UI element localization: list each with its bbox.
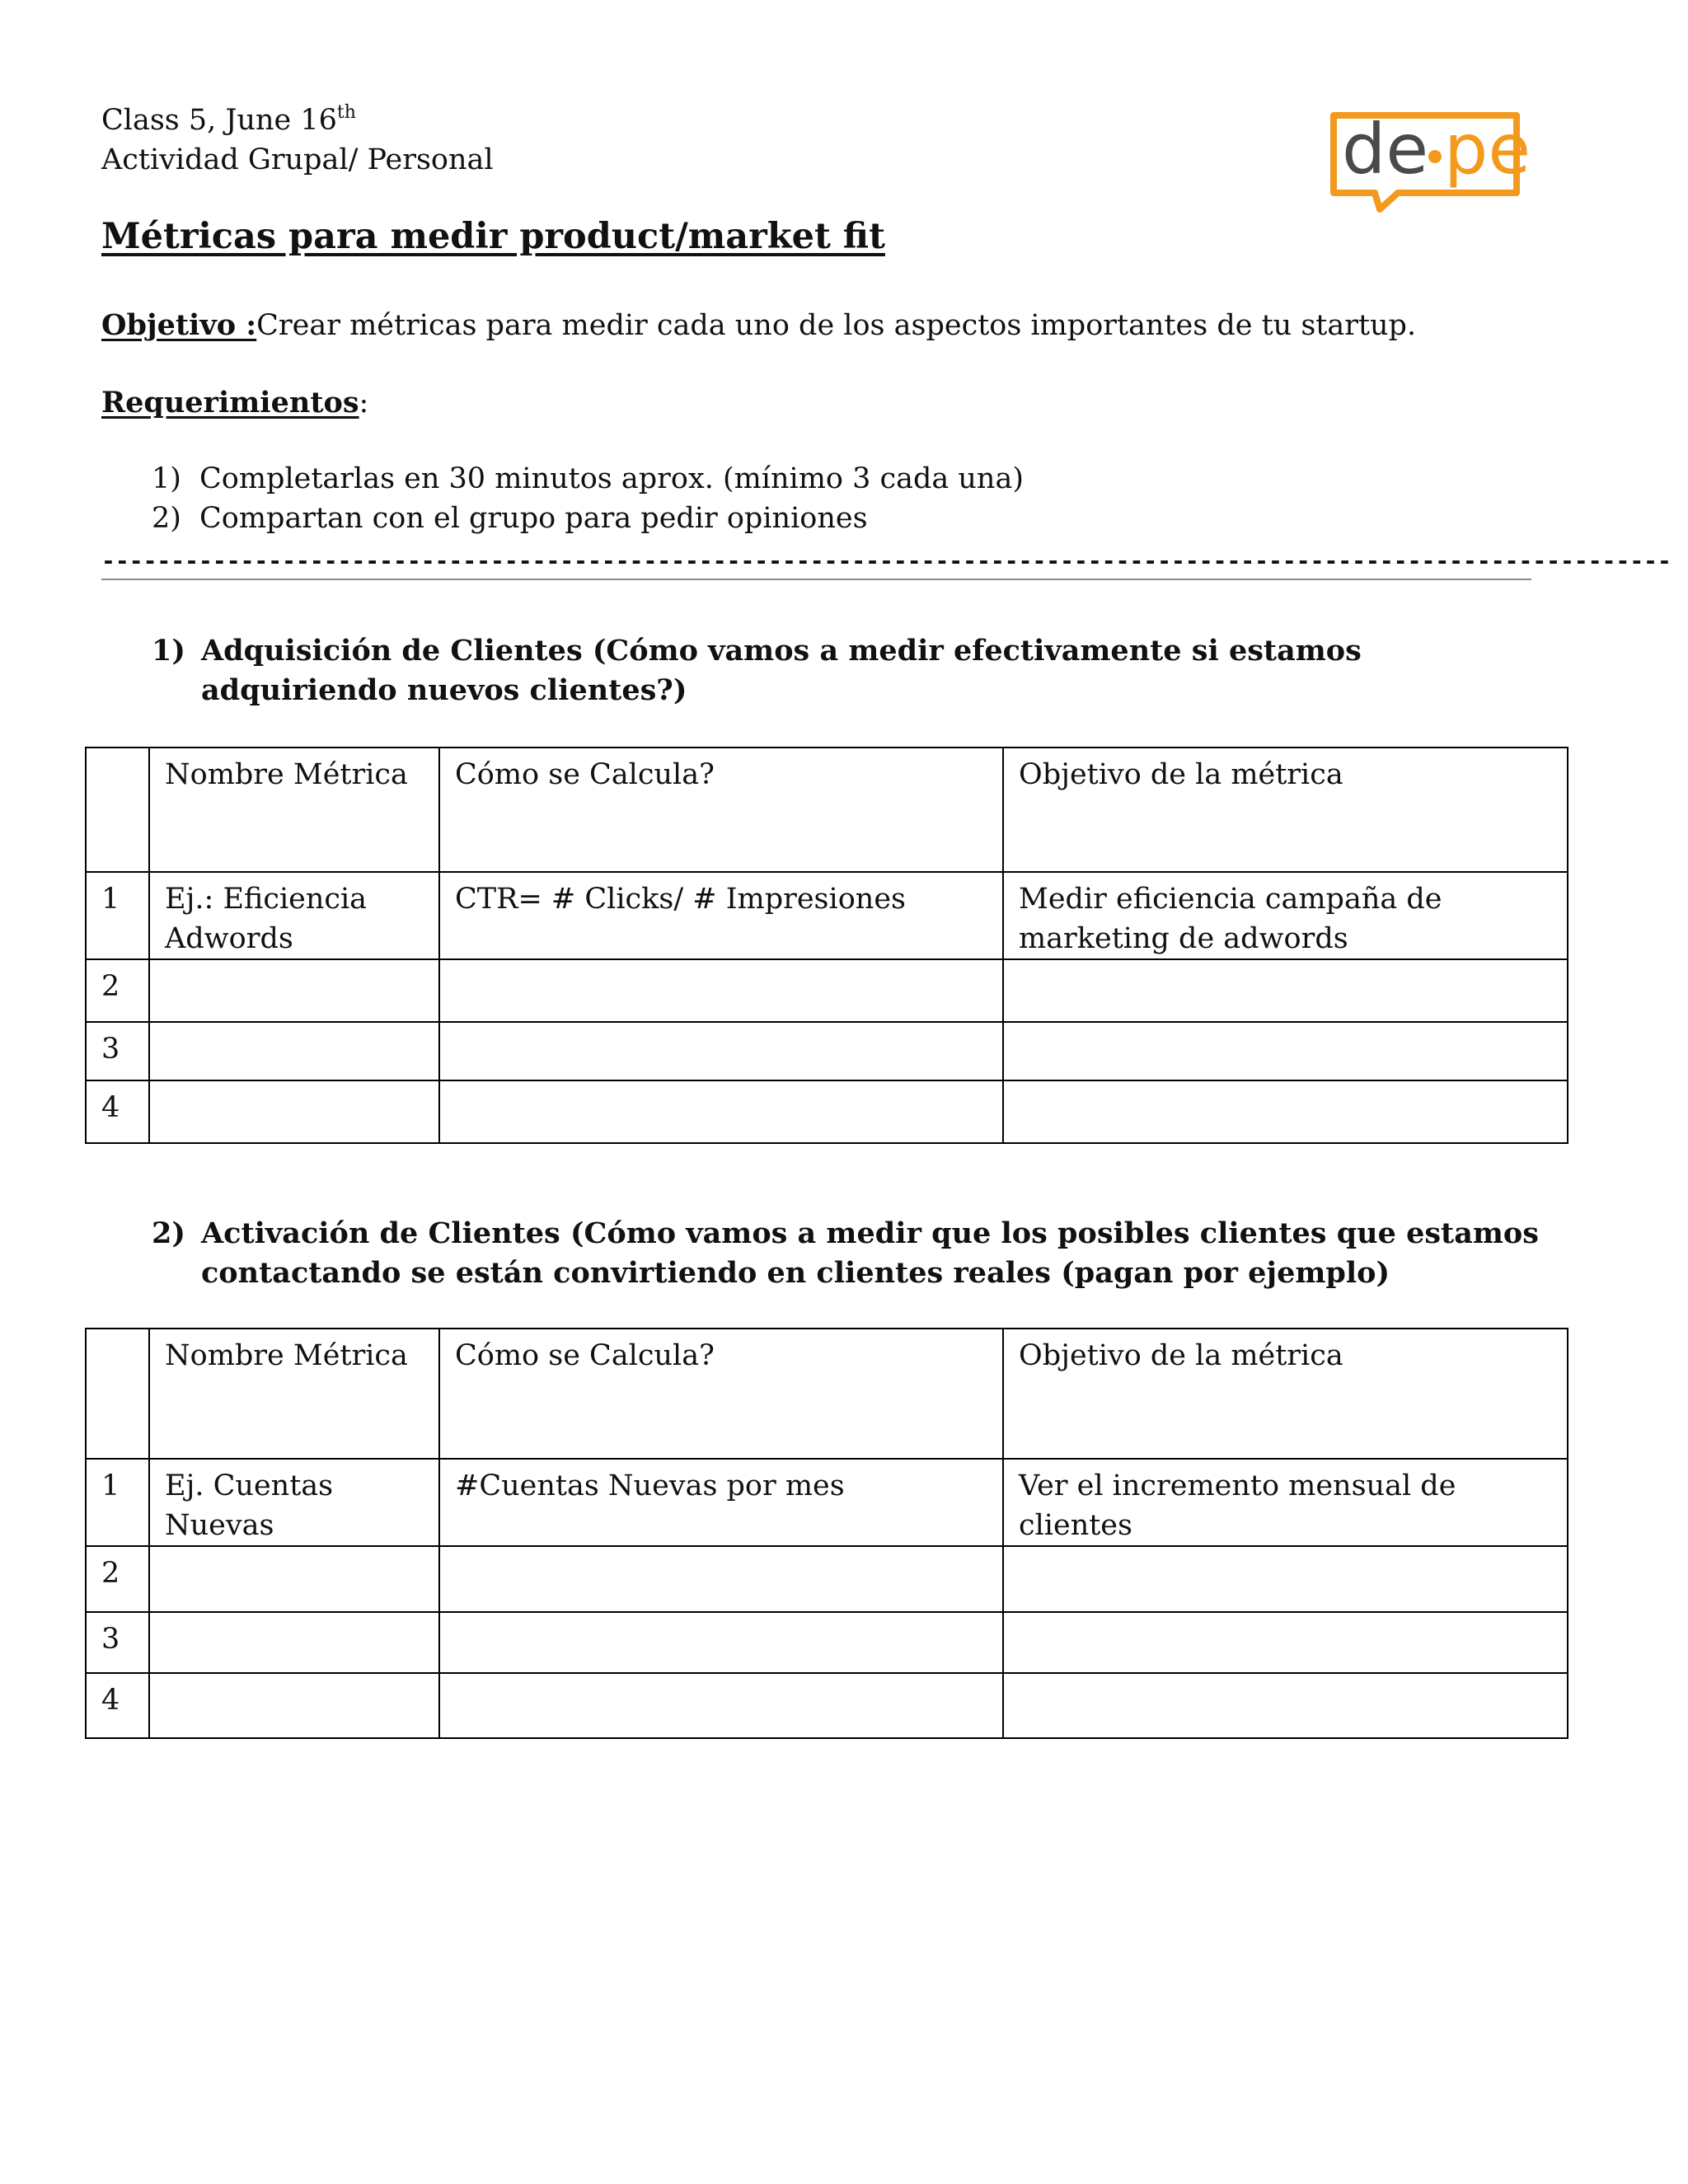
table-row bbox=[86, 959, 1568, 1022]
table-cell[interactable] bbox=[439, 1612, 1003, 1673]
header-cell bbox=[86, 748, 149, 872]
divider-rule bbox=[101, 579, 1531, 580]
requirements-colon: : bbox=[359, 387, 369, 419]
table-cell[interactable] bbox=[1003, 1612, 1568, 1673]
table-cell[interactable] bbox=[149, 1080, 439, 1143]
table-row bbox=[86, 1546, 1568, 1612]
section-2-heading bbox=[152, 1214, 1553, 1293]
table-row bbox=[86, 1612, 1568, 1673]
row-number: 1 bbox=[86, 1459, 149, 1546]
section-1-heading bbox=[152, 631, 1553, 710]
table-row bbox=[86, 1022, 1568, 1080]
dashed-divider: ----------------------------------------------------------------------------------------------------------------- bbox=[101, 547, 1672, 574]
table-cell[interactable] bbox=[439, 1673, 1003, 1738]
table-cell[interactable] bbox=[149, 959, 439, 1022]
objective-label: Objetivo : bbox=[101, 308, 257, 342]
table-row bbox=[86, 1673, 1568, 1738]
table-cell: Ej.: Eficiencia Adwords bbox=[149, 872, 439, 959]
row-number: 2 bbox=[86, 1546, 149, 1612]
header-cell: Objetivo de la métrica bbox=[1003, 748, 1568, 872]
table-cell: Medir eficiencia campaña de marketing de adwords bbox=[1003, 872, 1568, 959]
requirements-label: Requerimientos bbox=[101, 386, 359, 419]
row-number: 3 bbox=[86, 1612, 149, 1673]
logo-text-left: de bbox=[1342, 109, 1428, 190]
header-cell bbox=[86, 1329, 149, 1459]
header-cell: Cómo se Calcula? bbox=[439, 1329, 1003, 1459]
requirement-text: Completarlas en 30 minutos aprox. (mínimo 3 cada una) bbox=[199, 462, 1024, 495]
table-row bbox=[86, 1459, 1568, 1546]
header-cell: Cómo se Calcula? bbox=[439, 748, 1003, 872]
row-number: 2 bbox=[86, 959, 149, 1022]
header-cell: Objetivo de la métrica bbox=[1003, 1329, 1568, 1459]
table-cell[interactable] bbox=[439, 1546, 1003, 1612]
table-cell[interactable] bbox=[439, 1022, 1003, 1080]
table-cell[interactable] bbox=[149, 1546, 439, 1612]
table-cell: #Cuentas Nuevas por mes bbox=[439, 1459, 1003, 1546]
table-header-row bbox=[86, 1329, 1568, 1459]
table-cell[interactable] bbox=[1003, 1546, 1568, 1612]
table-header-row bbox=[86, 748, 1568, 872]
table-cell: Ver el incremento mensual de clientes bbox=[1003, 1459, 1568, 1546]
requirement-number: 2) bbox=[152, 502, 181, 535]
section-title: Adquisición de Clientes (Cómo vamos a medir efectivamente si estamos adquiriendo nuevos clientes?) bbox=[201, 634, 1362, 707]
logo-dot bbox=[1428, 150, 1442, 163]
section-number: 2) bbox=[152, 1216, 185, 1250]
class-date-text: Class 5, June 16 bbox=[101, 104, 337, 137]
table-cell[interactable] bbox=[439, 959, 1003, 1022]
table-cell[interactable] bbox=[1003, 1022, 1568, 1080]
row-number: 4 bbox=[86, 1080, 149, 1143]
header-cell: Nombre Métrica bbox=[149, 748, 439, 872]
class-date-line bbox=[101, 101, 356, 140]
activation-metrics-table bbox=[85, 1328, 1568, 1739]
section-number: 1) bbox=[152, 634, 185, 668]
table-cell: CTR= # Clicks/ # Impresiones bbox=[439, 872, 1003, 959]
row-number: 1 bbox=[86, 872, 149, 959]
table-cell[interactable] bbox=[149, 1673, 439, 1738]
table-cell[interactable] bbox=[1003, 1673, 1568, 1738]
activity-line: Actividad Grupal/ Personal bbox=[101, 143, 494, 176]
page-title: Métricas para medir product/market fit bbox=[101, 216, 885, 257]
requirement-number: 1) bbox=[152, 462, 181, 495]
table-cell[interactable] bbox=[1003, 959, 1568, 1022]
table-cell[interactable] bbox=[1003, 1080, 1568, 1143]
requirement-item bbox=[152, 502, 868, 535]
row-number: 3 bbox=[86, 1022, 149, 1080]
requirement-text: Compartan con el grupo para pedir opiniones bbox=[199, 502, 868, 535]
header-cell: Nombre Métrica bbox=[149, 1329, 439, 1459]
table-cell: Ej. Cuentas Nuevas bbox=[149, 1459, 439, 1546]
requirement-item bbox=[152, 462, 1024, 495]
objective bbox=[101, 308, 1416, 342]
acquisition-metrics-table bbox=[85, 747, 1568, 1144]
requirements-heading bbox=[101, 386, 368, 419]
table-cell[interactable] bbox=[149, 1612, 439, 1673]
depe-logo bbox=[1329, 101, 1531, 218]
logo-text-right: pe bbox=[1444, 109, 1531, 190]
row-number: 4 bbox=[86, 1673, 149, 1738]
section-title: Activación de Clientes (Cómo vamos a medir que los posibles clientes que estamos contactando se están convirtiendo en clientes reales (pagan por ejemplo) bbox=[201, 1216, 1539, 1290]
table-cell[interactable] bbox=[149, 1022, 439, 1080]
table-row bbox=[86, 1080, 1568, 1143]
table-cell[interactable] bbox=[439, 1080, 1003, 1143]
objective-text: Crear métricas para medir cada uno de los aspectos importantes de tu startup. bbox=[256, 309, 1417, 342]
table-row bbox=[86, 872, 1568, 959]
date-ordinal-suffix: th bbox=[336, 102, 356, 123]
